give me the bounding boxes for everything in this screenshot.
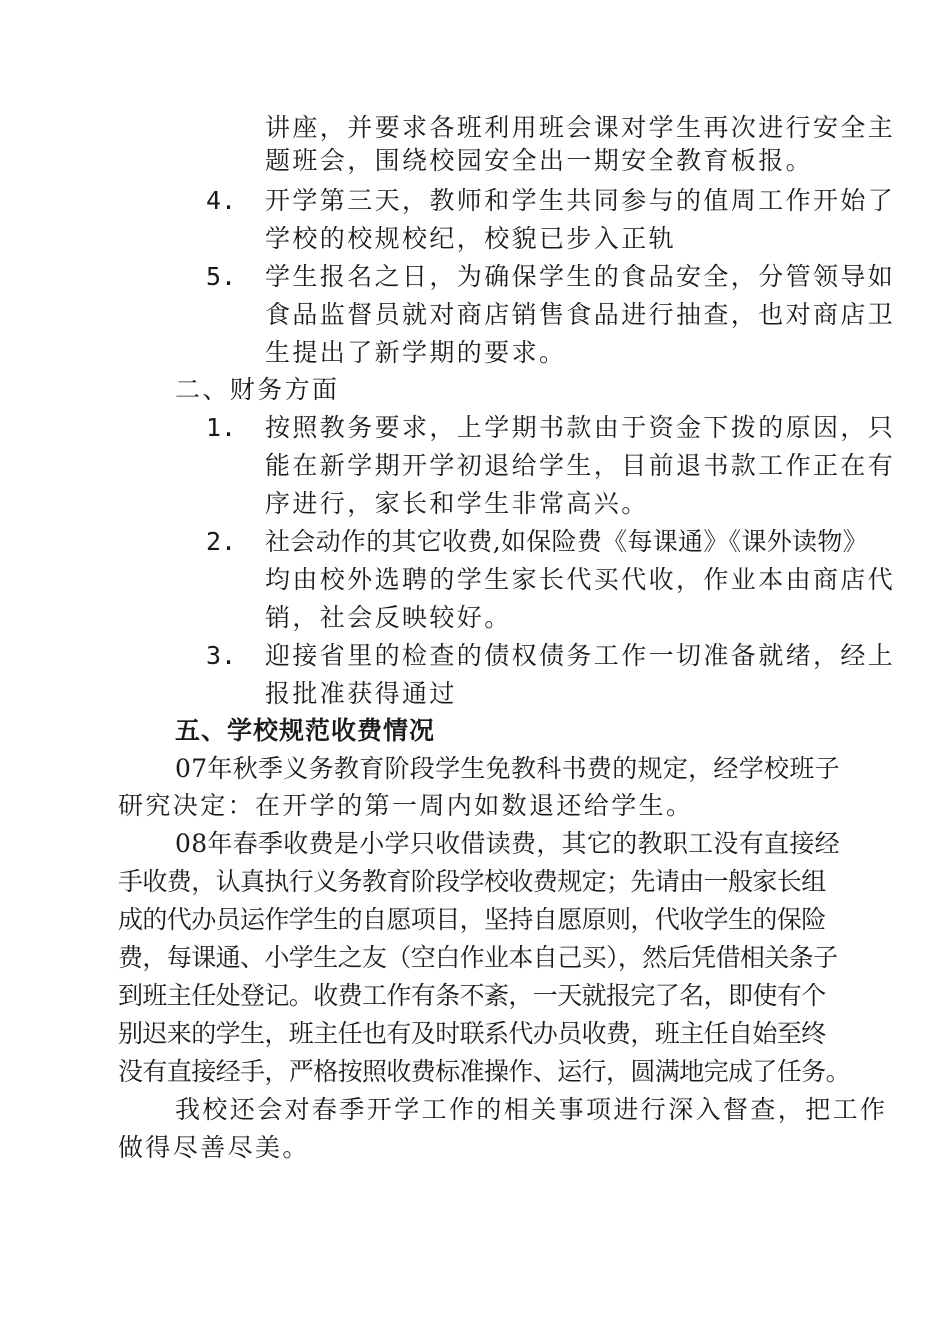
item-5-number: 5.	[206, 262, 237, 291]
carryover-line-1: 讲座，并要求各班利用班会课对学生再次进行安全主	[265, 113, 896, 142]
section-5-heading: 五、学校规范收费情况	[175, 716, 436, 745]
finance-item-2-number: 2.	[206, 527, 237, 556]
item-5-line-2: 食品监督员就对商店销售食品进行抽查，也对商店卫	[265, 300, 896, 329]
section-5-para-2-line-7: 没有直接经手，严格按照收费标准操作、运行，圆满地完成了任务。	[118, 1057, 851, 1086]
item-4-number: 4.	[206, 186, 237, 215]
section-5-para-2-line-6: 别迟来的学生，班主任也有及时联系代办员收费，班主任自始至终	[118, 1019, 826, 1048]
item-5-line-1: 学生报名之日，为确保学生的食品安全，分管领导如	[265, 262, 896, 291]
finance-heading: 二、财务方面	[175, 375, 340, 404]
finance-item-1-number: 1.	[206, 413, 237, 442]
finance-item-2-line-1: 社会动作的其它收费,如保险费《每课通》《课外读物》	[265, 527, 868, 556]
section-5-para-2-line-1: 08年春季收费是小学只收借读费，其它的教职工没有直接经	[175, 829, 840, 858]
finance-item-1-line-1: 按照教务要求，上学期书款由于资金下拨的原因，只	[265, 413, 896, 442]
finance-item-3-number: 3.	[206, 641, 237, 670]
section-5-para-1-line-1: 07年秋季义务教育阶段学生免教科书费的规定，经学校班子	[175, 754, 840, 783]
section-5-para-1-line-2: 研究决定：在开学的第一周内如数退还给学生。	[118, 791, 694, 820]
finance-item-2-line-3: 销，社会反映较好。	[265, 603, 512, 632]
section-5-para-2-line-4: 费，每课通、小学生之友（空白作业本自己买），然后凭借相关条子	[118, 943, 838, 972]
section-5-para-2-line-3: 成的代办员运作学生的自愿项目，坚持自愿原则，代收学生的保险	[118, 905, 826, 934]
finance-item-1-line-3: 序进行，家长和学生非常高兴。	[265, 489, 649, 518]
item-4-line-2: 学校的校规校纪，校貌已步入正轨	[265, 224, 677, 253]
item-5-line-3: 生提出了新学期的要求。	[265, 338, 567, 367]
finance-item-3-line-2: 报批准获得通过	[265, 679, 457, 708]
section-5-para-2-line-2: 手收费，认真执行义务教育阶段学校收费规定；先请由一般家长组	[118, 867, 826, 896]
section-5-para-2-line-5: 到班主任处登记。收费工作有条不紊，一天就报完了名，即使有个	[118, 981, 826, 1010]
finance-item-2-line-2: 均由校外选聘的学生家长代买代收，作业本由商店代	[265, 565, 896, 594]
finance-item-3-line-1: 迎接省里的检查的债权债务工作一切准备就绪，经上	[265, 641, 896, 670]
section-5-para-3-line-1: 我校还会对春季开学工作的相关事项进行深入督查，把工作	[175, 1095, 888, 1124]
finance-item-1-line-2: 能在新学期开学初退给学生，目前退书款工作正在有	[265, 451, 896, 480]
section-5-para-3-line-2: 做得尽善尽美。	[118, 1133, 310, 1162]
carryover-line-2: 题班会，围绕校园安全出一期安全教育板报。	[265, 146, 814, 175]
item-4-line-1: 开学第三天，教师和学生共同参与的值周工作开始了	[265, 186, 896, 215]
